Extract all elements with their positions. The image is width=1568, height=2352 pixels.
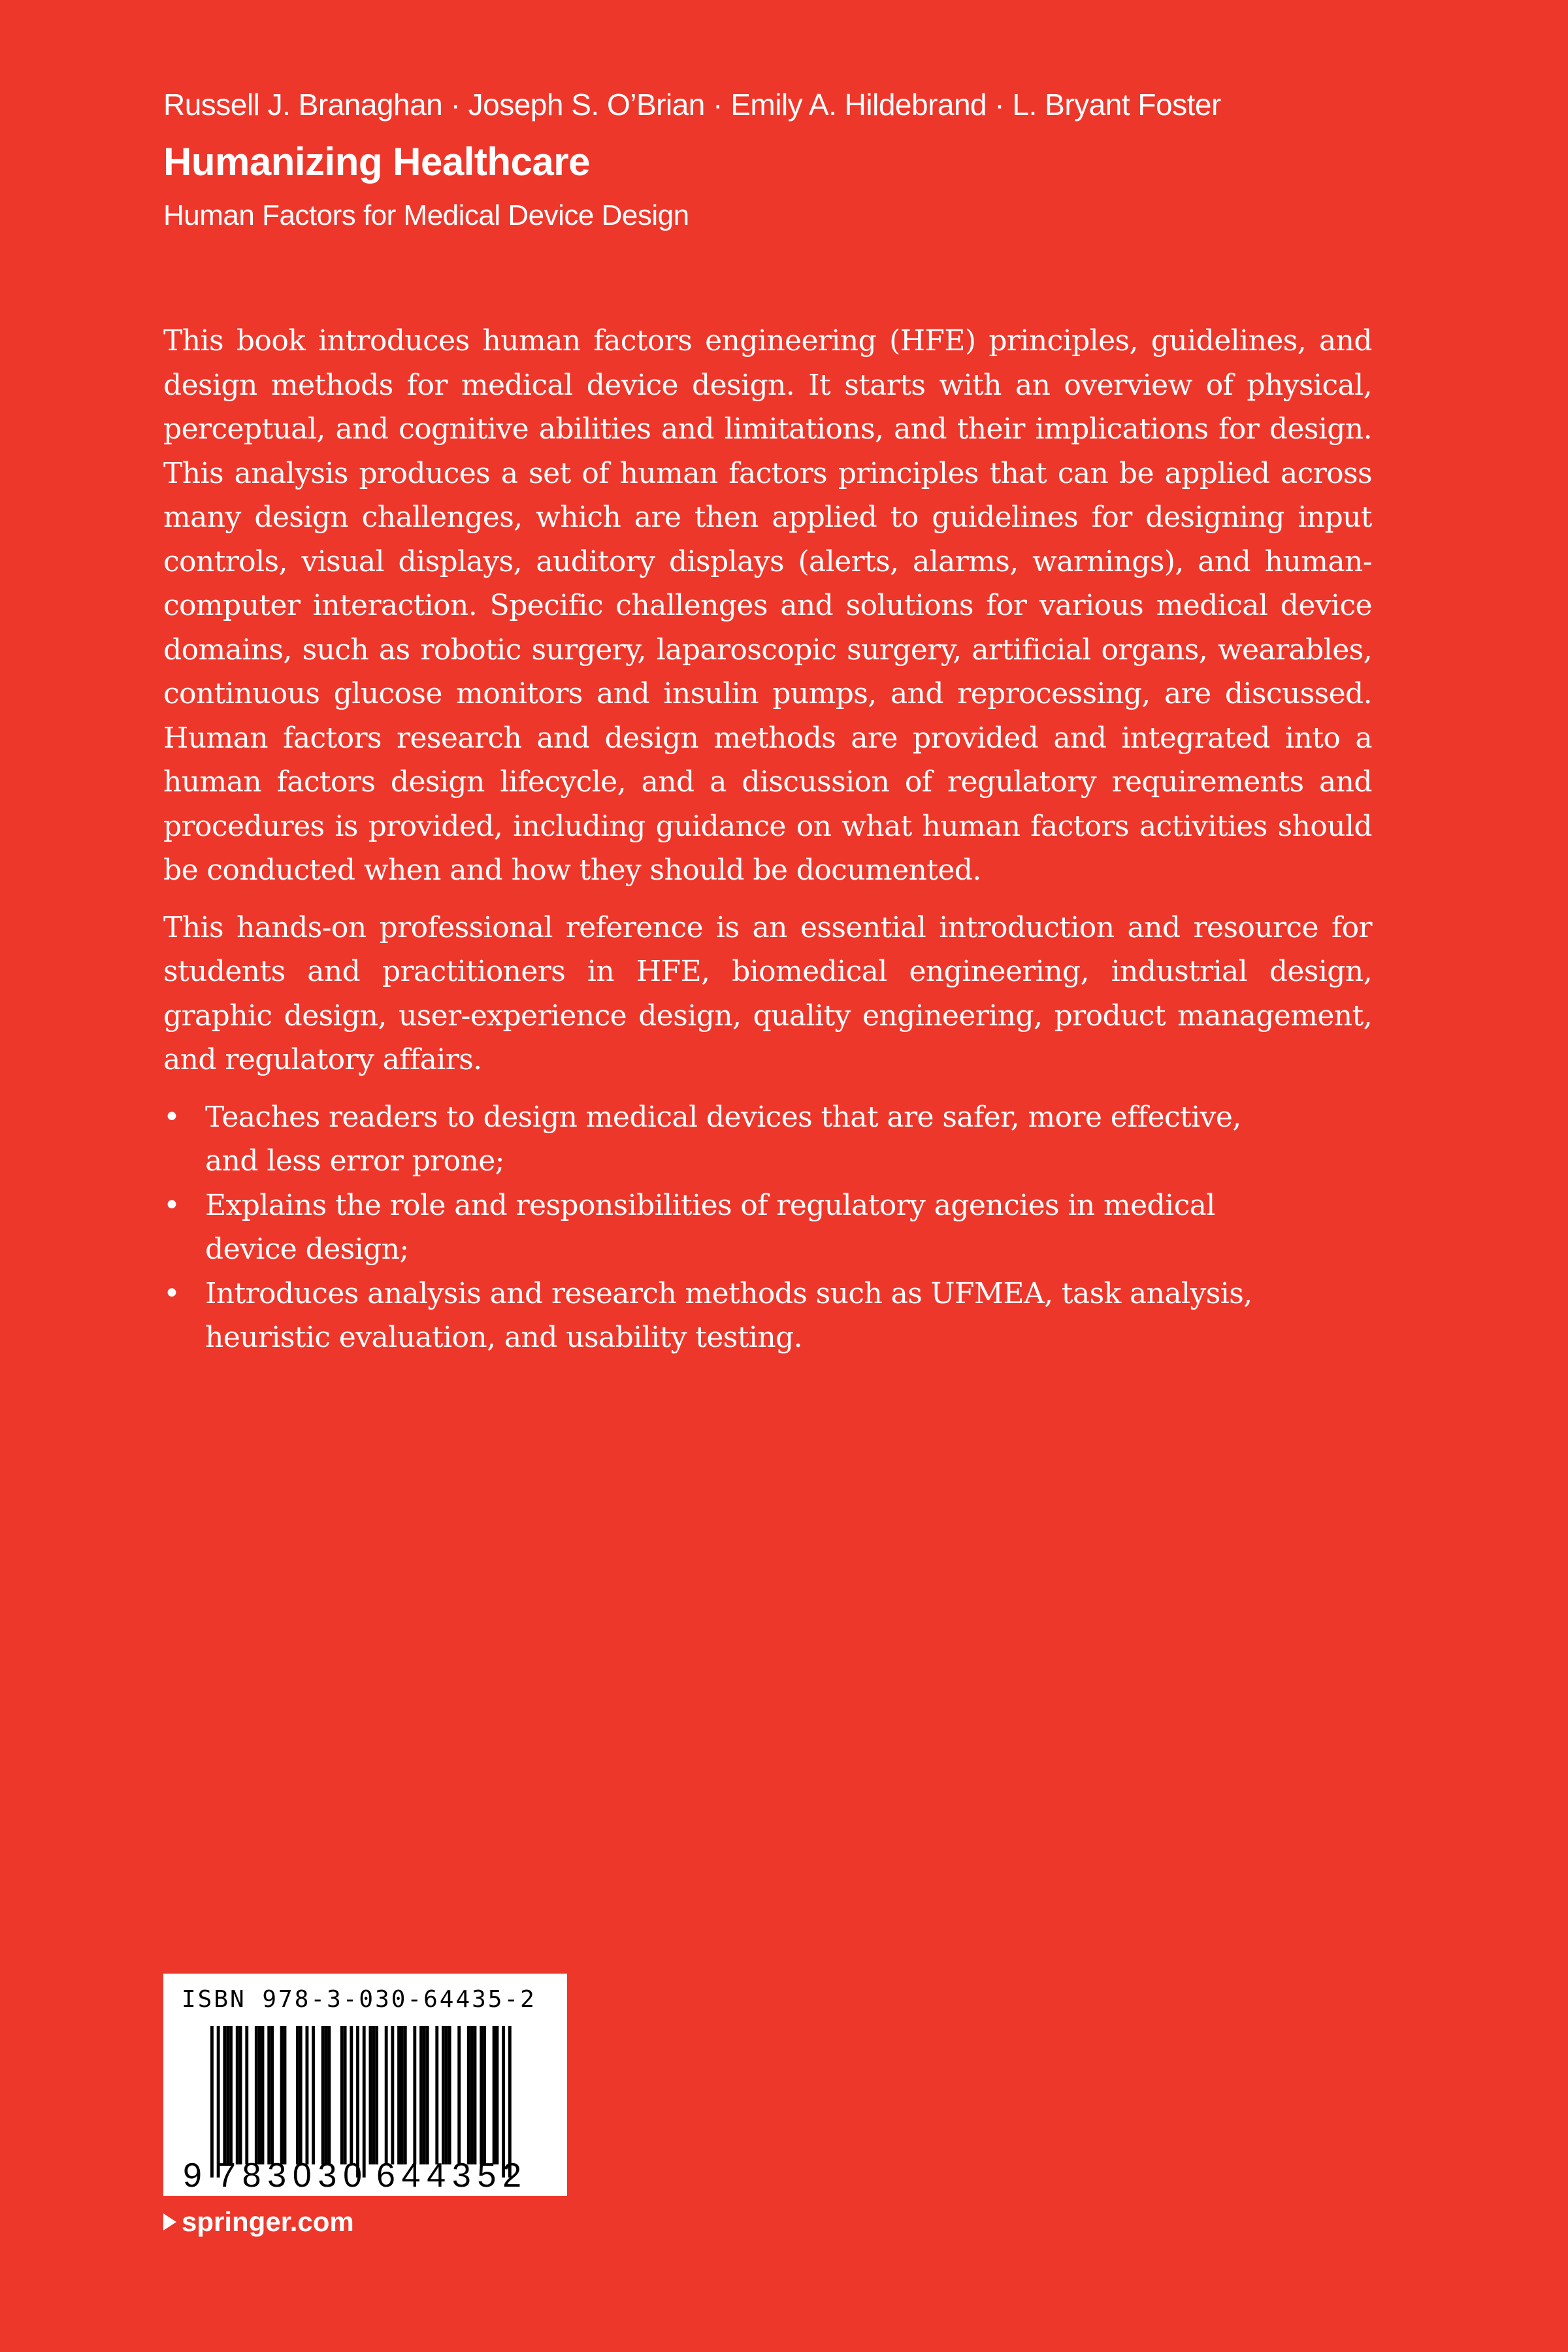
barcode-bars	[210, 2026, 512, 2178]
barcode-bar	[435, 2026, 438, 2164]
bullet-icon: •	[163, 1100, 180, 1134]
bullet-icon: •	[163, 1276, 180, 1310]
barcode-bar	[404, 2026, 407, 2164]
barcode-bar	[350, 2026, 353, 2164]
blurb-paragraph-1: This book introduces human factors engineering (HFE) principles, guidelines, and design methods for medical device design. It starts with an overview of physical, perceptual, and cognitive abilities and limitations, and their implications for design. This analysis produces a set of human factors principles that can be applied across many design challenges, which are then applied to guidelines for designing input controls, visual displays, auditory displays (alerts, alarms, warnings), and human-computer interaction. Specific challenges and solutions for various medical device domains, such as robotic surgery, laparoscopic surgery, artificial organs, wearables, continuous glucose monitors and insulin pumps, and reprocessing, are discussed. Human factors research and design methods are provided and integrated into a human factors design lifecycle, and a discussion of regulatory requirements and procedures is provided, including guidance on what human factors activities should be conducted when and how they should be documented.	[163, 324, 1372, 887]
feature-list	[163, 1095, 1261, 1360]
barcode-bar	[296, 2026, 299, 2164]
barcode-bar	[236, 2026, 239, 2164]
barcode-bar	[474, 2026, 477, 2164]
barcode-bar	[372, 2026, 375, 2164]
barcode-bar	[508, 2026, 512, 2178]
barcode-bar	[483, 2026, 486, 2164]
barcode-bar	[363, 2026, 366, 2178]
list-item-text: Introduces analysis and research methods such as UFMEA, task analysis, heuristic evaluation, and usability testing.	[205, 1276, 1252, 1354]
barcode-bar	[344, 2026, 347, 2164]
barcode-bar	[445, 2026, 448, 2164]
blurb-paragraph-2: This hands-on professional reference is an essential introduction and resource for students and practitioners in HFE, biomedical engineering, industrial design, graphic design, user-experience design, quality engineering, product management, and regulatory affairs.	[163, 910, 1372, 1076]
bullet-icon: •	[163, 1188, 180, 1222]
barcode-bar	[245, 2026, 248, 2164]
barcode-bar	[280, 2026, 284, 2164]
barcode-bar	[340, 2026, 344, 2164]
triangle-right-icon	[163, 2213, 176, 2230]
barcode-bar	[400, 2026, 404, 2164]
barcode-bar	[325, 2026, 328, 2164]
blurb	[163, 319, 1372, 1360]
barcode-bar	[502, 2026, 505, 2178]
barcode-bar	[321, 2026, 325, 2164]
barcode-bar	[480, 2026, 483, 2164]
barcode-bar	[419, 2026, 423, 2164]
barcode-bar	[258, 2026, 261, 2164]
barcode-bar	[229, 2026, 233, 2164]
barcode-left-digits: 783030	[217, 2157, 362, 2195]
list-item	[163, 1272, 1261, 1360]
isbn-barcode-box	[163, 1974, 567, 2196]
barcode-bar	[226, 2026, 229, 2164]
barcode-bar	[375, 2026, 378, 2164]
barcode-first-digit: 9	[183, 2157, 202, 2195]
barcode-bar	[306, 2026, 309, 2164]
barcode-bar	[385, 2026, 388, 2164]
barcode-bar	[239, 2026, 242, 2164]
barcode-bar	[356, 2026, 359, 2178]
publisher-link-text: springer.com	[182, 2206, 354, 2237]
book-subtitle: Human Factors for Medical Device Design	[163, 199, 689, 231]
barcode-bar	[299, 2026, 302, 2164]
list-item-text: Explains the role and responsibilities of regulatory agencies in medical device design;	[205, 1188, 1215, 1266]
barcode-bar	[467, 2026, 470, 2164]
authors: Russell J. Branaghan · Joseph S. O’Brian · Emily A. Hildebrand · L. Bryant Foster	[163, 88, 1221, 122]
barcode-bar	[426, 2026, 429, 2164]
barcode-right-digits: 644352	[376, 2157, 521, 2195]
barcode-bar	[457, 2026, 461, 2164]
barcode-bar	[493, 2026, 496, 2164]
barcode-bar	[413, 2026, 416, 2164]
barcode-bar	[223, 2026, 226, 2164]
barcode-bar	[210, 2026, 214, 2178]
barcode-bar	[442, 2026, 445, 2164]
isbn-label: ISBN 978-3-030-64435-2	[182, 1986, 536, 2013]
barcode-bar	[496, 2026, 499, 2164]
barcode-bar	[261, 2026, 265, 2164]
barcode-bar	[284, 2026, 287, 2164]
barcode-bar	[312, 2026, 315, 2164]
barcode-bar	[255, 2026, 258, 2164]
barcode-bar	[423, 2026, 426, 2164]
barcode-bar	[391, 2026, 394, 2164]
barcode-bar	[217, 2026, 220, 2178]
barcode-bar	[470, 2026, 474, 2164]
list-item	[163, 1095, 1261, 1184]
barcode-bar	[270, 2026, 274, 2164]
barcode-bar	[397, 2026, 400, 2164]
barcode-bar	[448, 2026, 451, 2164]
publisher-link[interactable]	[163, 2202, 354, 2242]
list-item	[163, 1184, 1261, 1272]
barcode-bar	[369, 2026, 372, 2164]
barcode-bar	[327, 2026, 331, 2164]
list-item-text: Teaches readers to design medical devices that are safer, more effective, and less error prone;	[205, 1100, 1241, 1178]
barcode-bar	[267, 2026, 270, 2164]
book-title: Humanizing Healthcare	[163, 140, 590, 184]
